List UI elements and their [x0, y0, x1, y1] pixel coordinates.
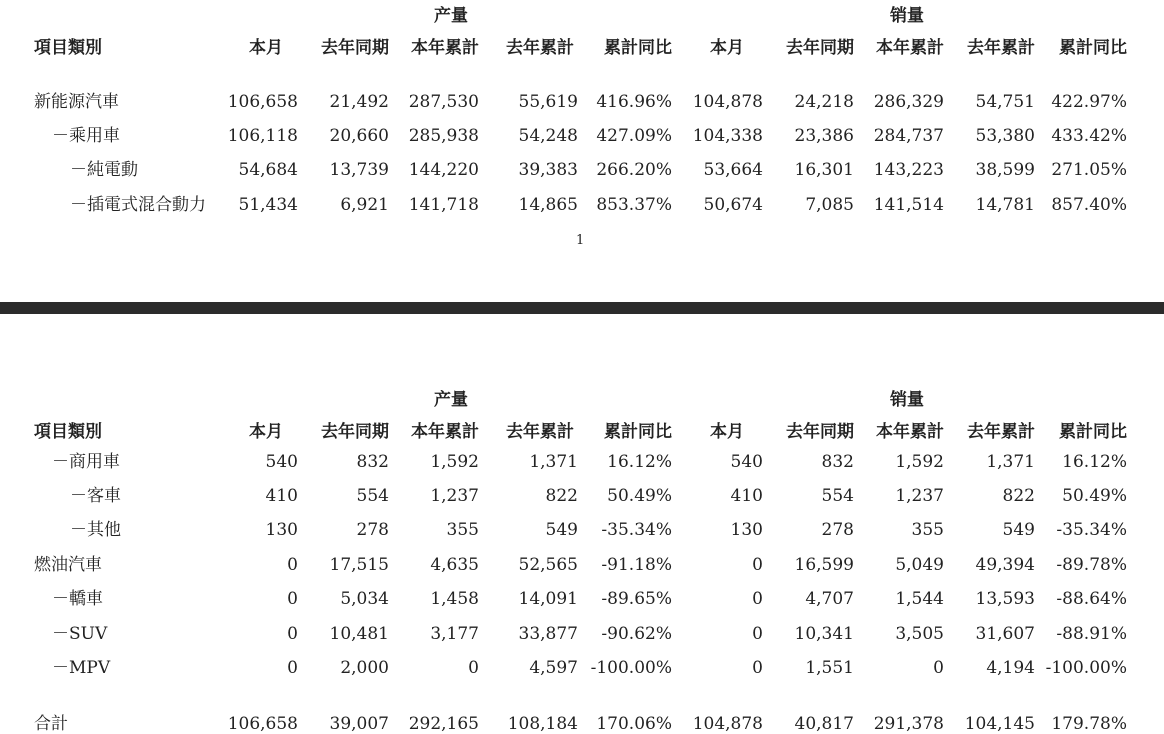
- cell: 6,921: [340, 195, 389, 215]
- cell: 287,530: [408, 92, 479, 112]
- cell: -89.65%: [601, 589, 672, 609]
- cell: 0: [752, 555, 763, 575]
- cell: 14,865: [518, 195, 578, 215]
- cell: 39,007: [329, 714, 389, 734]
- col-header: 去年累計: [506, 38, 574, 58]
- cell: 355: [911, 520, 944, 540]
- cell: 17,515: [329, 555, 389, 575]
- cell: 7,085: [805, 195, 854, 215]
- cell: -90.62%: [601, 624, 672, 644]
- cell: 1,237: [430, 486, 479, 506]
- cell: 54,684: [238, 160, 298, 180]
- cell: 50.49%: [1062, 486, 1127, 506]
- cell: 40,817: [794, 714, 854, 734]
- cell: 16,301: [794, 160, 854, 180]
- cell: 0: [752, 624, 763, 644]
- row-label: 新能源汽車: [34, 92, 119, 112]
- col-header: 去年同期: [321, 422, 389, 442]
- cell: 4,707: [805, 589, 854, 609]
- cell: 3,177: [430, 624, 479, 644]
- cell: 14,091: [518, 589, 578, 609]
- cell: 1,592: [430, 452, 479, 472]
- cell: 13,739: [329, 160, 389, 180]
- cell: 1,371: [529, 452, 578, 472]
- cell: 54,248: [518, 126, 578, 146]
- cell: 104,878: [692, 714, 763, 734]
- cell: 410: [265, 486, 298, 506]
- cell: 1,458: [430, 589, 479, 609]
- cell: 540: [730, 452, 763, 472]
- cell: 104,878: [692, 92, 763, 112]
- cell: 266.20%: [596, 160, 672, 180]
- row-label: －插電式混合動力: [70, 195, 206, 215]
- cell: 170.06%: [596, 714, 672, 734]
- col-header: 累計同比: [604, 422, 672, 442]
- cell: -35.34%: [601, 520, 672, 540]
- cell: 20,660: [329, 126, 389, 146]
- cell: 54,751: [975, 92, 1035, 112]
- row-label: －MPV: [52, 658, 111, 678]
- cell: 52,565: [518, 555, 578, 575]
- cell: -89.78%: [1056, 555, 1127, 575]
- production-group-header: 产量: [434, 390, 468, 410]
- cell: 0: [287, 658, 298, 678]
- cell: 53,664: [703, 160, 763, 180]
- cell: 10,341: [794, 624, 854, 644]
- cell: 141,718: [408, 195, 479, 215]
- cell: 416.96%: [596, 92, 672, 112]
- col-header: 本年累計: [876, 38, 944, 58]
- cell: 1,237: [895, 486, 944, 506]
- cell: 284,737: [873, 126, 944, 146]
- cell: -100.00%: [1045, 658, 1127, 678]
- cell: 554: [356, 486, 389, 506]
- cell: 143,223: [873, 160, 944, 180]
- cell: 278: [356, 520, 389, 540]
- cell: 292,165: [408, 714, 479, 734]
- cell: 1,592: [895, 452, 944, 472]
- cell: -88.64%: [1056, 589, 1127, 609]
- col-header: 去年同期: [786, 422, 854, 442]
- cell: 38,599: [975, 160, 1035, 180]
- cell: 1,544: [895, 589, 944, 609]
- row-label: －純電動: [70, 160, 138, 180]
- cell: 51,434: [238, 195, 298, 215]
- col-header: 累計同比: [1059, 38, 1127, 58]
- cell: 23,386: [794, 126, 854, 146]
- cell: 108,184: [507, 714, 578, 734]
- cell: 291,378: [873, 714, 944, 734]
- row-label: －商用車: [52, 452, 120, 472]
- row-label: －其他: [70, 520, 121, 540]
- col-header: 本年累計: [876, 422, 944, 442]
- cell: 285,938: [408, 126, 479, 146]
- cell: 832: [356, 452, 389, 472]
- cell: 179.78%: [1051, 714, 1127, 734]
- cell: 130: [265, 520, 298, 540]
- cell: 433.42%: [1051, 126, 1127, 146]
- cell: -100.00%: [590, 658, 672, 678]
- cell: 106,658: [227, 714, 298, 734]
- cell: 1,371: [986, 452, 1035, 472]
- col-header: 本月: [710, 38, 744, 58]
- col-header: 本年累計: [411, 422, 479, 442]
- cell: 4,635: [430, 555, 479, 575]
- col-header: 去年累計: [506, 422, 574, 442]
- cell: 540: [265, 452, 298, 472]
- item-header: 項目類別: [34, 38, 102, 58]
- cell: 104,145: [964, 714, 1035, 734]
- cell: 55,619: [518, 92, 578, 112]
- sales-group-header: 销量: [890, 390, 924, 410]
- cell: 822: [1002, 486, 1035, 506]
- cell: 49,394: [975, 555, 1035, 575]
- col-header: 去年累計: [967, 422, 1035, 442]
- production-group-header: 产量: [434, 6, 468, 26]
- cell: 410: [730, 486, 763, 506]
- page-number: 1: [576, 233, 585, 248]
- cell: 832: [821, 452, 854, 472]
- cell: 857.40%: [1051, 195, 1127, 215]
- col-header: 累計同比: [604, 38, 672, 58]
- cell: 286,329: [873, 92, 944, 112]
- cell: 106,118: [227, 126, 298, 146]
- row-label: 燃油汽車: [34, 555, 102, 575]
- cell: 853.37%: [596, 195, 672, 215]
- cell: 16.12%: [607, 452, 672, 472]
- cell: -91.18%: [601, 555, 672, 575]
- cell: 33,877: [518, 624, 578, 644]
- cell: 0: [287, 624, 298, 644]
- cell: 53,380: [975, 126, 1035, 146]
- cell: 422.97%: [1051, 92, 1127, 112]
- cell: 16,599: [794, 555, 854, 575]
- cell: 278: [821, 520, 854, 540]
- cell: 144,220: [408, 160, 479, 180]
- item-header: 項目類別: [34, 422, 102, 442]
- row-label: －轎車: [52, 589, 103, 609]
- sales-group-header: 销量: [890, 6, 924, 26]
- cell: 4,194: [986, 658, 1035, 678]
- col-header: 去年累計: [967, 38, 1035, 58]
- cell: 0: [752, 589, 763, 609]
- col-header: 本月: [249, 422, 283, 442]
- cell: 16.12%: [1062, 452, 1127, 472]
- col-header: 本年累計: [411, 38, 479, 58]
- cell: 10,481: [329, 624, 389, 644]
- cell: 1,551: [805, 658, 854, 678]
- cell: 13,593: [975, 589, 1035, 609]
- cell: 50.49%: [607, 486, 672, 506]
- cell: 0: [468, 658, 479, 678]
- row-label: －乘用車: [52, 126, 120, 146]
- cell: 549: [545, 520, 578, 540]
- row-label: －SUV: [52, 624, 108, 644]
- cell: 50,674: [703, 195, 763, 215]
- col-header: 累計同比: [1059, 422, 1127, 442]
- cell: 2,000: [340, 658, 389, 678]
- cell: 141,514: [873, 195, 944, 215]
- col-header: 本月: [249, 38, 283, 58]
- cell: 0: [287, 589, 298, 609]
- cell: 31,607: [975, 624, 1035, 644]
- cell: 24,218: [794, 92, 854, 112]
- cell: 427.09%: [596, 126, 672, 146]
- col-header: 去年同期: [786, 38, 854, 58]
- cell: 0: [287, 555, 298, 575]
- row-label: 合計: [34, 714, 68, 734]
- cell: 3,505: [895, 624, 944, 644]
- cell: 5,034: [340, 589, 389, 609]
- col-header: 本月: [710, 422, 744, 442]
- cell: 106,658: [227, 92, 298, 112]
- col-header: 去年同期: [321, 38, 389, 58]
- cell: 130: [730, 520, 763, 540]
- cell: 5,049: [895, 555, 944, 575]
- cell: 0: [933, 658, 944, 678]
- cell: 21,492: [329, 92, 389, 112]
- cell: -88.91%: [1056, 624, 1127, 644]
- cell: 355: [446, 520, 479, 540]
- cell: 14,781: [975, 195, 1035, 215]
- cell: 4,597: [529, 658, 578, 678]
- cell: 822: [545, 486, 578, 506]
- cell: 271.05%: [1051, 160, 1127, 180]
- row-label: －客車: [70, 486, 121, 506]
- cell: 0: [752, 658, 763, 678]
- cell: 554: [821, 486, 854, 506]
- cell: 104,338: [692, 126, 763, 146]
- cell: -35.34%: [1056, 520, 1127, 540]
- page-divider: [0, 302, 1164, 314]
- cell: 549: [1002, 520, 1035, 540]
- cell: 39,383: [518, 160, 578, 180]
